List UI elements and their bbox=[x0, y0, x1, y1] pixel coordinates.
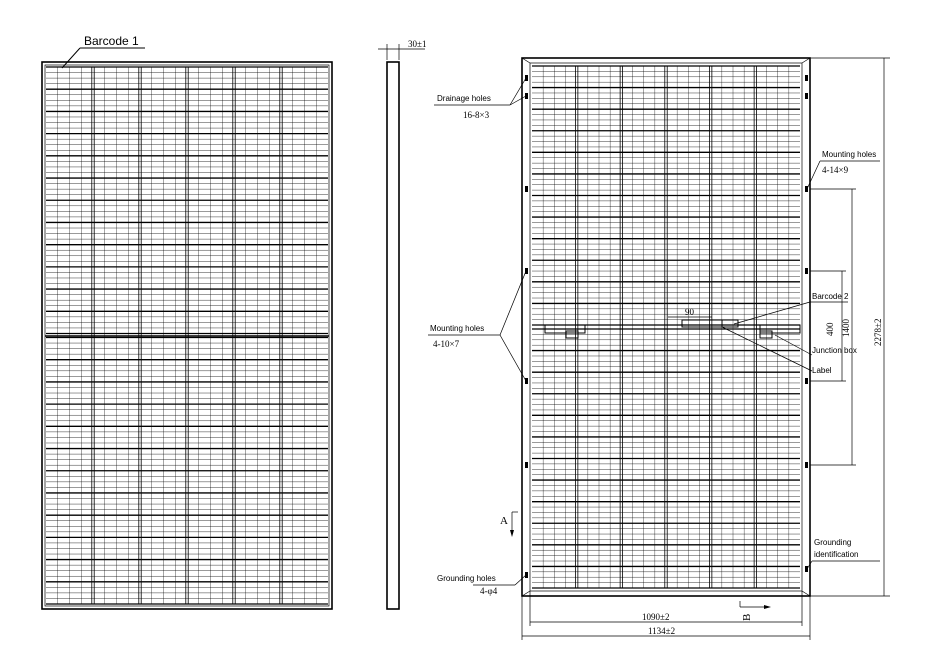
mounting-holes-right-leader bbox=[807, 161, 820, 189]
mounting-hole-marker bbox=[525, 378, 528, 384]
mounting-hole-marker bbox=[525, 462, 528, 468]
junction-box-label: Junction box bbox=[812, 346, 857, 355]
mounting-holes-left-spec: 4-10×7 bbox=[433, 339, 460, 349]
barcode-2-label: Barcode 2 bbox=[812, 292, 849, 301]
side-thickness-dim: 30±1 bbox=[408, 39, 427, 49]
section-a-arrow bbox=[510, 530, 514, 537]
back-view-frame bbox=[522, 58, 810, 596]
drainage-holes-spec: 16-8×3 bbox=[463, 110, 490, 120]
mounting-hole-marker bbox=[805, 462, 808, 468]
side-view bbox=[378, 39, 426, 609]
drainage-holes-leader-1 bbox=[510, 78, 526, 105]
grounding-identification-line2: identification bbox=[814, 550, 859, 559]
mounting-hole-marker bbox=[525, 186, 528, 192]
front-view bbox=[42, 34, 332, 609]
grounding-holes-label: Grounding holes bbox=[437, 574, 496, 583]
section-b-arrow bbox=[764, 605, 771, 609]
height-dim-label: 2278±2 bbox=[873, 318, 883, 346]
grounding-hole-marker bbox=[525, 572, 528, 578]
junction-box-center bbox=[682, 320, 722, 327]
back-view-inner-frame bbox=[530, 63, 802, 591]
label-label: Label bbox=[812, 366, 832, 375]
dim-1400-label: 1400 bbox=[841, 319, 851, 337]
section-b-label: B bbox=[741, 613, 753, 621]
grounding-identification-line1: Grounding bbox=[814, 538, 852, 547]
label-leader bbox=[722, 327, 812, 371]
dim-400-label: 400 bbox=[825, 322, 835, 336]
mounting-holes-right-label: Mounting holes bbox=[822, 150, 877, 159]
mounting-hole-marker bbox=[805, 378, 808, 384]
mounting-hole-marker bbox=[805, 186, 808, 192]
small-dim-label: 90 bbox=[685, 307, 694, 317]
grounding-holes-spec: 4-φ4 bbox=[480, 586, 498, 596]
mounting-holes-right-spec: 4-14×9 bbox=[822, 165, 849, 175]
inner-width-dim-label: 1090±2 bbox=[642, 612, 670, 622]
grounding-holes-leader bbox=[515, 575, 526, 585]
side-view-frame bbox=[387, 62, 399, 609]
barcode-1-label: Barcode 1 bbox=[84, 34, 139, 48]
barcode-2-leader bbox=[734, 302, 810, 324]
drainage-hole-marker bbox=[525, 75, 528, 81]
mounting-hole-marker bbox=[805, 268, 808, 274]
back-view bbox=[428, 58, 890, 640]
mounting-holes-left-label: Mounting holes bbox=[430, 324, 485, 333]
drainage-hole-marker bbox=[805, 75, 808, 81]
drainage-holes-label: Drainage holes bbox=[437, 94, 491, 103]
outer-width-dim-label: 1134±2 bbox=[648, 626, 676, 636]
drainage-hole-marker bbox=[805, 93, 808, 99]
section-a-label: A bbox=[500, 515, 508, 527]
grounding-hole-marker bbox=[805, 566, 808, 572]
hole-markers bbox=[525, 75, 808, 578]
